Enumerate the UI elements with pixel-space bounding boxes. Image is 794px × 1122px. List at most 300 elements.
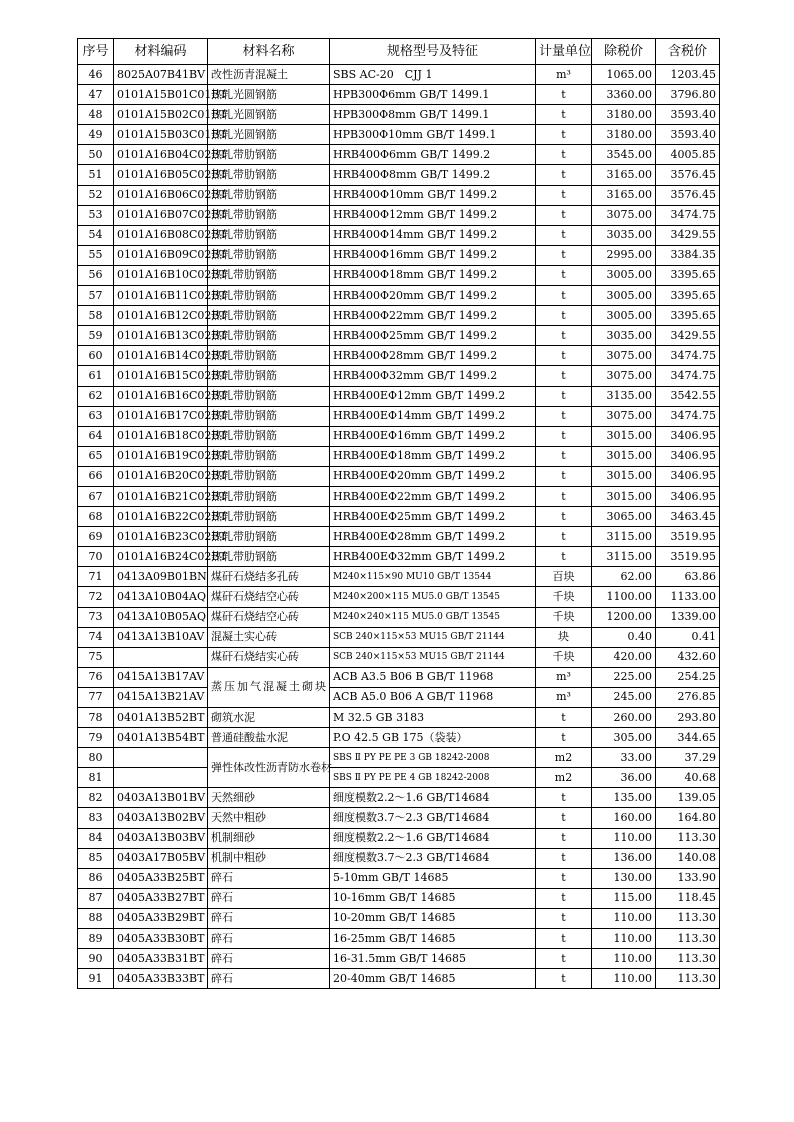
table-row xyxy=(78,145,720,165)
table-row xyxy=(78,708,720,728)
material-code: 0101A16B21C02BT xyxy=(114,486,208,506)
row-number: 68 xyxy=(78,507,114,527)
row-number: 54 xyxy=(78,225,114,245)
price-ex-tax: 3005.00 xyxy=(592,265,656,285)
unit: t xyxy=(536,728,592,748)
table-row xyxy=(78,105,720,125)
price-inc-tax: 140.08 xyxy=(656,848,720,868)
material-spec: HRB400EΦ22mm GB/T 1499.2 xyxy=(330,486,536,506)
price-inc-tax: 37.29 xyxy=(656,748,720,768)
price-inc-tax: 113.30 xyxy=(656,929,720,949)
table-body xyxy=(78,65,720,989)
material-name: 碎石 xyxy=(208,868,330,888)
material-name: 机制中粗砂 xyxy=(208,848,330,868)
header-name: 材料名称 xyxy=(208,39,330,65)
table-row xyxy=(78,185,720,205)
row-number: 63 xyxy=(78,406,114,426)
material-spec: SBS Ⅱ PY PE PE 4 GB 18242-2008 xyxy=(330,768,536,788)
material-name: 碎石 xyxy=(208,888,330,908)
row-number: 56 xyxy=(78,265,114,285)
unit: t xyxy=(536,486,592,506)
price-inc-tax: 3519.95 xyxy=(656,547,720,567)
table-row xyxy=(78,265,720,285)
price-inc-tax: 3796.80 xyxy=(656,85,720,105)
material-name: 碎石 xyxy=(208,969,330,989)
unit: t xyxy=(536,286,592,306)
price-ex-tax: 0.40 xyxy=(592,627,656,647)
table-row xyxy=(78,527,720,547)
material-name: 热轧带肋钢筋 xyxy=(208,366,330,386)
price-inc-tax: 3474.75 xyxy=(656,366,720,386)
material-code: 0101A16B05C02BT xyxy=(114,165,208,185)
unit: 千块 xyxy=(536,647,592,667)
material-spec: 16-31.5mm GB/T 14685 xyxy=(330,949,536,969)
unit: 块 xyxy=(536,627,592,647)
row-number: 85 xyxy=(78,848,114,868)
material-code: 0405A33B25BT xyxy=(114,868,208,888)
material-code: 0413A09B01BN xyxy=(114,567,208,587)
row-number: 61 xyxy=(78,366,114,386)
material-code: 0101A16B11C02BT xyxy=(114,286,208,306)
unit: t xyxy=(536,346,592,366)
material-spec: HRB400EΦ14mm GB/T 1499.2 xyxy=(330,406,536,426)
table-row xyxy=(78,848,720,868)
price-inc-tax: 3395.65 xyxy=(656,265,720,285)
row-number: 87 xyxy=(78,888,114,908)
material-code: 0101A16B09C02BT xyxy=(114,245,208,265)
price-ex-tax: 110.00 xyxy=(592,929,656,949)
material-code: 0405A33B27BT xyxy=(114,888,208,908)
material-spec: 细度模数2.2～1.6 GB/T14684 xyxy=(330,788,536,808)
price-inc-tax: 4005.85 xyxy=(656,145,720,165)
material-code: 0101A16B20C02BT xyxy=(114,466,208,486)
price-ex-tax: 3065.00 xyxy=(592,507,656,527)
price-inc-tax: 3429.55 xyxy=(656,326,720,346)
unit: t xyxy=(536,265,592,285)
material-code: 0403A13B01BV xyxy=(114,788,208,808)
price-ex-tax: 3005.00 xyxy=(592,286,656,306)
material-name: 热轧带肋钢筋 xyxy=(208,466,330,486)
material-price-table xyxy=(77,38,720,989)
unit: t xyxy=(536,386,592,406)
table-row xyxy=(78,426,720,446)
material-code: 0415A13B21AV xyxy=(114,687,208,707)
unit: t xyxy=(536,808,592,828)
material-name: 煤矸石烧结空心砖 xyxy=(208,587,330,607)
table-row xyxy=(78,446,720,466)
unit: m³ xyxy=(536,65,592,85)
price-ex-tax: 3075.00 xyxy=(592,406,656,426)
material-code: 0405A33B29BT xyxy=(114,908,208,928)
material-name: 弹性体改性沥青防水卷材 xyxy=(208,748,330,788)
unit: t xyxy=(536,949,592,969)
material-name: 煤矸石烧结多孔砖 xyxy=(208,567,330,587)
price-ex-tax: 3015.00 xyxy=(592,466,656,486)
material-spec: M 32.5 GB 3183 xyxy=(330,708,536,728)
material-code: 0101A15B02C01BT xyxy=(114,105,208,125)
price-ex-tax: 3360.00 xyxy=(592,85,656,105)
table-row xyxy=(78,406,720,426)
material-spec: HRB400EΦ18mm GB/T 1499.2 xyxy=(330,446,536,466)
table-row xyxy=(78,687,720,707)
material-spec: SBS Ⅱ PY PE PE 3 GB 18242-2008 xyxy=(330,748,536,768)
price-inc-tax: 3474.75 xyxy=(656,205,720,225)
price-inc-tax: 3576.45 xyxy=(656,165,720,185)
material-spec: HRB400Φ12mm GB/T 1499.2 xyxy=(330,205,536,225)
row-number: 82 xyxy=(78,788,114,808)
price-ex-tax: 130.00 xyxy=(592,868,656,888)
header-code: 材料编码 xyxy=(114,39,208,65)
material-code: 0101A16B16C02BT xyxy=(114,386,208,406)
material-name: 天然细砂 xyxy=(208,788,330,808)
unit: 百块 xyxy=(536,567,592,587)
row-number: 70 xyxy=(78,547,114,567)
material-code: 0401A13B54BT xyxy=(114,728,208,748)
table-row xyxy=(78,547,720,567)
price-inc-tax: 3406.95 xyxy=(656,466,720,486)
row-number: 60 xyxy=(78,346,114,366)
material-spec: M240×115×90 MU10 GB/T 13544 xyxy=(330,567,536,587)
material-code: 0101A16B13C02BT xyxy=(114,326,208,346)
material-code: 0403A13B03BV xyxy=(114,828,208,848)
material-code: 0415A13B17AV xyxy=(114,667,208,687)
price-inc-tax: 3395.65 xyxy=(656,306,720,326)
row-number: 58 xyxy=(78,306,114,326)
material-spec: HRB400EΦ32mm GB/T 1499.2 xyxy=(330,547,536,567)
material-name: 碎石 xyxy=(208,908,330,928)
material-spec: 20-40mm GB/T 14685 xyxy=(330,969,536,989)
row-number: 91 xyxy=(78,969,114,989)
unit: t xyxy=(536,908,592,928)
material-spec: HRB400EΦ16mm GB/T 1499.2 xyxy=(330,426,536,446)
unit: t xyxy=(536,366,592,386)
row-number: 72 xyxy=(78,587,114,607)
unit: t xyxy=(536,165,592,185)
row-number: 75 xyxy=(78,647,114,667)
material-code: 0403A13B02BV xyxy=(114,808,208,828)
material-code: 0101A16B19C02BT xyxy=(114,446,208,466)
material-spec: HRB400Φ28mm GB/T 1499.2 xyxy=(330,346,536,366)
unit: t xyxy=(536,466,592,486)
price-ex-tax: 3180.00 xyxy=(592,105,656,125)
row-number: 51 xyxy=(78,165,114,185)
material-code: 0413A10B05AQ xyxy=(114,607,208,627)
price-ex-tax: 420.00 xyxy=(592,647,656,667)
price-inc-tax: 118.45 xyxy=(656,888,720,908)
material-spec: P.O 42.5 GB 175（袋装） xyxy=(330,728,536,748)
price-ex-tax: 3115.00 xyxy=(592,527,656,547)
table-row xyxy=(78,607,720,627)
row-number: 59 xyxy=(78,326,114,346)
price-ex-tax: 225.00 xyxy=(592,667,656,687)
material-name: 热轧带肋钢筋 xyxy=(208,346,330,366)
header-no: 序号 xyxy=(78,39,114,65)
material-code: 0101A16B08C02BT xyxy=(114,225,208,245)
price-ex-tax: 110.00 xyxy=(592,828,656,848)
price-ex-tax: 160.00 xyxy=(592,808,656,828)
price-inc-tax: 3429.55 xyxy=(656,225,720,245)
price-ex-tax: 3005.00 xyxy=(592,306,656,326)
price-ex-tax: 3035.00 xyxy=(592,326,656,346)
table-row xyxy=(78,507,720,527)
row-number: 55 xyxy=(78,245,114,265)
material-spec: HRB400Φ32mm GB/T 1499.2 xyxy=(330,366,536,386)
unit: t xyxy=(536,426,592,446)
unit: t xyxy=(536,85,592,105)
price-ex-tax: 115.00 xyxy=(592,888,656,908)
material-code: 0403A17B05BV xyxy=(114,848,208,868)
row-number: 46 xyxy=(78,65,114,85)
row-number: 52 xyxy=(78,185,114,205)
material-spec: 10-16mm GB/T 14685 xyxy=(330,888,536,908)
table-row xyxy=(78,768,720,788)
material-name: 热轧带肋钢筋 xyxy=(208,286,330,306)
material-name: 热轧带肋钢筋 xyxy=(208,547,330,567)
unit: t xyxy=(536,929,592,949)
price-ex-tax: 1200.00 xyxy=(592,607,656,627)
material-spec: 细度模数3.7～2.3 GB/T14684 xyxy=(330,848,536,868)
table-row xyxy=(78,969,720,989)
row-number: 62 xyxy=(78,386,114,406)
unit: m³ xyxy=(536,667,592,687)
unit: t xyxy=(536,507,592,527)
table-row xyxy=(78,125,720,145)
price-ex-tax: 110.00 xyxy=(592,969,656,989)
unit: t xyxy=(536,406,592,426)
material-code: 0101A16B15C02BT xyxy=(114,366,208,386)
row-number: 79 xyxy=(78,728,114,748)
table-row xyxy=(78,346,720,366)
material-spec: HRB400Φ22mm GB/T 1499.2 xyxy=(330,306,536,326)
material-spec: 16-25mm GB/T 14685 xyxy=(330,929,536,949)
price-inc-tax: 3474.75 xyxy=(656,346,720,366)
table-row xyxy=(78,828,720,848)
unit: t xyxy=(536,547,592,567)
material-code: 0101A16B14C02BT xyxy=(114,346,208,366)
material-name: 碎石 xyxy=(208,929,330,949)
material-name: 热轧带肋钢筋 xyxy=(208,245,330,265)
unit: 千块 xyxy=(536,587,592,607)
table-row xyxy=(78,949,720,969)
material-name: 热轧带肋钢筋 xyxy=(208,225,330,245)
price-inc-tax: 0.41 xyxy=(656,627,720,647)
table-row xyxy=(78,647,720,667)
material-spec: ACB A5.0 B06 A GB/T 11968 xyxy=(330,687,536,707)
price-inc-tax: 40.68 xyxy=(656,768,720,788)
material-code: 0101A16B06C02BT xyxy=(114,185,208,205)
price-inc-tax: 254.25 xyxy=(656,667,720,687)
material-name: 热轧带肋钢筋 xyxy=(208,486,330,506)
material-code: 0101A16B22C02BT xyxy=(114,507,208,527)
row-number: 89 xyxy=(78,929,114,949)
row-number: 67 xyxy=(78,486,114,506)
price-inc-tax: 113.30 xyxy=(656,969,720,989)
header-spec: 规格型号及特征 xyxy=(330,39,536,65)
table-row xyxy=(78,205,720,225)
unit: m2 xyxy=(536,768,592,788)
material-spec: 细度模数2.2～1.6 GB/T14684 xyxy=(330,828,536,848)
material-code: 0401A13B52BT xyxy=(114,708,208,728)
material-code: 0101A15B01C01BT xyxy=(114,85,208,105)
table-row xyxy=(78,868,720,888)
material-spec: SCB 240×115×53 MU15 GB/T 21144 xyxy=(330,647,536,667)
price-ex-tax: 3035.00 xyxy=(592,225,656,245)
row-number: 80 xyxy=(78,748,114,768)
material-name: 热轧光圆钢筋 xyxy=(208,125,330,145)
price-ex-tax: 3135.00 xyxy=(592,386,656,406)
table-row xyxy=(78,567,720,587)
material-name: 热轧带肋钢筋 xyxy=(208,507,330,527)
table-row xyxy=(78,748,720,768)
material-name: 混凝土实心砖 xyxy=(208,627,330,647)
price-inc-tax: 3474.75 xyxy=(656,406,720,426)
row-number: 66 xyxy=(78,466,114,486)
material-name: 热轧带肋钢筋 xyxy=(208,527,330,547)
material-spec: HRB400EΦ20mm GB/T 1499.2 xyxy=(330,466,536,486)
material-code: 0101A16B04C02BT xyxy=(114,145,208,165)
header-row xyxy=(78,39,720,65)
header-unit: 计量单位 xyxy=(536,39,592,65)
table-row xyxy=(78,366,720,386)
price-inc-tax: 113.30 xyxy=(656,908,720,928)
material-name: 热轧带肋钢筋 xyxy=(208,165,330,185)
material-name: 热轧带肋钢筋 xyxy=(208,426,330,446)
unit: t xyxy=(536,125,592,145)
material-code xyxy=(114,748,208,768)
price-inc-tax: 139.05 xyxy=(656,788,720,808)
table-row xyxy=(78,65,720,85)
material-name: 热轧光圆钢筋 xyxy=(208,85,330,105)
material-name: 天然中粗砂 xyxy=(208,808,330,828)
row-number: 77 xyxy=(78,687,114,707)
price-inc-tax: 164.80 xyxy=(656,808,720,828)
material-spec: HPB300Φ10mm GB/T 1499.1 xyxy=(330,125,536,145)
price-inc-tax: 344.65 xyxy=(656,728,720,748)
price-ex-tax: 62.00 xyxy=(592,567,656,587)
price-ex-tax: 3115.00 xyxy=(592,547,656,567)
price-ex-tax: 3545.00 xyxy=(592,145,656,165)
material-spec: 10-20mm GB/T 14685 xyxy=(330,908,536,928)
material-spec: M240×200×115 MU5.0 GB/T 13545 xyxy=(330,587,536,607)
material-spec: M240×240×115 MU5.0 GB/T 13545 xyxy=(330,607,536,627)
unit: t xyxy=(536,245,592,265)
row-number: 48 xyxy=(78,105,114,125)
material-spec: HRB400EΦ12mm GB/T 1499.2 xyxy=(330,386,536,406)
material-spec: HRB400Φ8mm GB/T 1499.2 xyxy=(330,165,536,185)
material-code: 0413A10B04AQ xyxy=(114,587,208,607)
price-ex-tax: 305.00 xyxy=(592,728,656,748)
unit: t xyxy=(536,105,592,125)
unit: t xyxy=(536,306,592,326)
price-inc-tax: 63.86 xyxy=(656,567,720,587)
price-ex-tax: 1065.00 xyxy=(592,65,656,85)
material-name: 热轧带肋钢筋 xyxy=(208,265,330,285)
material-name: 热轧带肋钢筋 xyxy=(208,386,330,406)
material-code: 0101A15B03C01BT xyxy=(114,125,208,145)
material-spec: HRB400Φ18mm GB/T 1499.2 xyxy=(330,265,536,285)
table-row xyxy=(78,587,720,607)
material-name: 碎石 xyxy=(208,949,330,969)
table-row xyxy=(78,245,720,265)
material-name: 砌筑水泥 xyxy=(208,708,330,728)
unit: t xyxy=(536,868,592,888)
material-name: 蒸压加气混凝土砌块 xyxy=(208,667,330,707)
material-code: 0101A16B10C02BT xyxy=(114,265,208,285)
material-name: 热轧带肋钢筋 xyxy=(208,205,330,225)
price-inc-tax: 276.85 xyxy=(656,687,720,707)
material-name: 热轧带肋钢筋 xyxy=(208,326,330,346)
price-ex-tax: 3015.00 xyxy=(592,446,656,466)
material-code: 0405A33B31BT xyxy=(114,949,208,969)
material-spec: HRB400Φ16mm GB/T 1499.2 xyxy=(330,245,536,265)
table-row xyxy=(78,225,720,245)
price-ex-tax: 2995.00 xyxy=(592,245,656,265)
price-ex-tax: 136.00 xyxy=(592,848,656,868)
table-row xyxy=(78,326,720,346)
material-name: 机制细砂 xyxy=(208,828,330,848)
table-row xyxy=(78,306,720,326)
material-name: 热轧带肋钢筋 xyxy=(208,185,330,205)
material-code: 0101A16B07C02BT xyxy=(114,205,208,225)
unit: t xyxy=(536,446,592,466)
price-ex-tax: 3075.00 xyxy=(592,205,656,225)
table-row xyxy=(78,466,720,486)
price-inc-tax: 293.80 xyxy=(656,708,720,728)
unit: t xyxy=(536,185,592,205)
material-spec: ACB A3.5 B06 B GB/T 11968 xyxy=(330,667,536,687)
table-row xyxy=(78,486,720,506)
material-code: 0101A16B18C02BT xyxy=(114,426,208,446)
material-code xyxy=(114,647,208,667)
material-spec: 细度模数3.7～2.3 GB/T14684 xyxy=(330,808,536,828)
unit: t xyxy=(536,969,592,989)
price-ex-tax: 1100.00 xyxy=(592,587,656,607)
price-ex-tax: 33.00 xyxy=(592,748,656,768)
material-code: 0101A16B17C02BT xyxy=(114,406,208,426)
material-code: 0101A16B24C02BT xyxy=(114,547,208,567)
row-number: 49 xyxy=(78,125,114,145)
material-spec: HRB400Φ14mm GB/T 1499.2 xyxy=(330,225,536,245)
table-row xyxy=(78,908,720,928)
row-number: 50 xyxy=(78,145,114,165)
material-name: 热轧光圆钢筋 xyxy=(208,105,330,125)
material-spec: HPB300Φ8mm GB/T 1499.1 xyxy=(330,105,536,125)
price-inc-tax: 1339.00 xyxy=(656,607,720,627)
row-number: 78 xyxy=(78,708,114,728)
material-code: 0101A16B23C02BT xyxy=(114,527,208,547)
price-ex-tax: 3015.00 xyxy=(592,426,656,446)
price-ex-tax: 245.00 xyxy=(592,687,656,707)
price-inc-tax: 3593.40 xyxy=(656,105,720,125)
table-row xyxy=(78,627,720,647)
material-spec: SBS AC-20 CJJ 1 xyxy=(330,65,536,85)
price-ex-tax: 110.00 xyxy=(592,949,656,969)
table-row xyxy=(78,788,720,808)
material-code: 0405A33B33BT xyxy=(114,969,208,989)
price-inc-tax: 3406.95 xyxy=(656,486,720,506)
table-row xyxy=(78,929,720,949)
price-inc-tax: 113.30 xyxy=(656,828,720,848)
row-number: 47 xyxy=(78,85,114,105)
table-row xyxy=(78,85,720,105)
unit: m2 xyxy=(536,748,592,768)
price-inc-tax: 1203.45 xyxy=(656,65,720,85)
price-ex-tax: 3075.00 xyxy=(592,346,656,366)
row-number: 73 xyxy=(78,607,114,627)
material-code: 0101A16B12C02BT xyxy=(114,306,208,326)
price-inc-tax: 133.90 xyxy=(656,868,720,888)
header-price-inc-tax: 含税价 xyxy=(656,39,720,65)
